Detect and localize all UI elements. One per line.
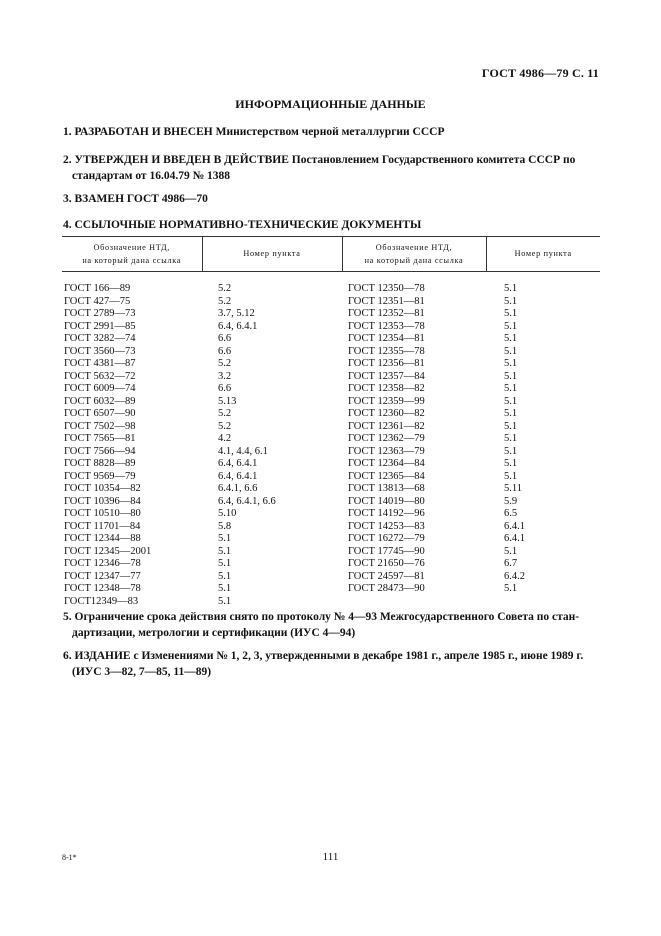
ntd-designation-right: ГОСТ 13813—68 (348, 483, 425, 494)
point-number-right: 6.4.2 (504, 570, 525, 582)
point-number-right: 5.1 (504, 345, 518, 357)
table-row (62, 346, 600, 359)
ntd-designation-left: ГОСТ 12346—78 (64, 558, 141, 569)
item-2-line-2: стандартам от 16.04.79 № 1388 (72, 170, 231, 182)
table-row (62, 583, 600, 596)
point-number-right: 6.4.1 (504, 533, 525, 544)
table-row (62, 571, 600, 584)
point-number-left: 5.1 (218, 533, 232, 544)
header-doc-designation-left (62, 237, 202, 272)
ntd-designation-left: ГОСТ 8828—89 (64, 458, 136, 469)
item-5-validity-limit (63, 609, 603, 641)
point-number-left: 4.2 (218, 433, 232, 444)
table-row (62, 396, 600, 409)
point-number-right: 5.1 (504, 445, 518, 457)
ntd-designation-left: ГОСТ 7566—94 (64, 445, 136, 457)
ntd-designation-left: ГОСТ 10510—80 (64, 508, 141, 519)
ntd-designation-right (342, 596, 486, 609)
table-body (62, 272, 600, 609)
point-number-right: 5.1 (504, 358, 518, 369)
point-number-right: 5.1 (504, 308, 518, 319)
ntd-designation-left: ГОСТ 6032—89 (64, 395, 136, 407)
point-number-left: 5.2 (218, 358, 232, 369)
table-row (62, 596, 600, 609)
point-number-right: 5.1 (504, 370, 518, 382)
item-1-developed-by: 1. РАЗРАБОТАН И ВНЕСЕН Министерством черной металлургии СССР (63, 126, 445, 138)
ntd-designation-left: ГОСТ 10354—82 (64, 483, 141, 494)
point-number-right (486, 596, 600, 609)
ntd-designation-left: ГОСТ 10396—84 (64, 495, 141, 507)
ntd-designation-left: ГОСТ 12347—77 (64, 570, 141, 582)
point-number-right: 5.1 (504, 383, 518, 394)
header-doc-designation-right (342, 237, 486, 272)
table-row (62, 558, 600, 571)
ntd-designation-right: ГОСТ 14192—96 (348, 508, 425, 519)
point-number-left: 3.2 (218, 370, 232, 382)
item-6-edition (63, 648, 603, 680)
ntd-designation-left: ГОСТ12349—83 (64, 595, 139, 607)
ntd-designation-right: ГОСТ 12360—82 (348, 408, 425, 419)
ntd-designation-left: ГОСТ 7502—98 (64, 420, 136, 432)
ntd-designation-left: ГОСТ 6009—74 (64, 383, 136, 394)
ntd-designation-right: ГОСТ 12355—78 (348, 345, 425, 357)
ntd-designation-right: ГОСТ 16272—79 (348, 533, 425, 544)
header-point-number-right: Номер пункта (486, 237, 600, 272)
point-number-left: 5.2 (218, 283, 232, 294)
item-2-line-1: 2. УТВЕРЖДЕН И ВВЕДЕН В ДЕЙСТВИЕ Постановлением Государственного комитета СССР по (63, 154, 576, 166)
ntd-designation-right: ГОСТ 12365—84 (348, 470, 425, 482)
point-number-left: 5.10 (218, 508, 237, 519)
point-number-right: 6.4.1 (504, 520, 525, 532)
point-number-right: 5.1 (504, 295, 518, 307)
table-row (62, 546, 600, 559)
ntd-designation-right: ГОСТ 12354—81 (348, 333, 425, 344)
point-number-left: 3.7, 5.12 (218, 308, 255, 319)
point-number-left: 5.2 (218, 420, 232, 432)
ntd-designation-left: ГОСТ 12344—88 (64, 533, 141, 544)
point-number-right: 5.1 (504, 333, 518, 344)
footer-print-mark: 8-1* (62, 853, 77, 862)
ntd-designation-left: ГОСТ 3282—74 (64, 333, 136, 344)
ntd-designation-right: ГОСТ 12350—78 (348, 283, 425, 294)
point-number-right: 5.1 (504, 320, 518, 332)
ntd-designation-right: ГОСТ 17745—90 (348, 545, 425, 557)
header-doc-line-1: Обозначение НТД, (93, 242, 171, 252)
ntd-designation-left: ГОСТ 11701—84 (64, 520, 141, 532)
ntd-designation-left: ГОСТ 3560—73 (64, 345, 136, 357)
ntd-designation-right: ГОСТ 12352—81 (348, 308, 425, 319)
ntd-designation-right: ГОСТ 14019—80 (348, 495, 425, 507)
point-number-left: 6.6 (218, 383, 232, 394)
page-number: 111 (322, 851, 339, 863)
table-row (62, 533, 600, 546)
point-number-left: 5.2 (218, 408, 232, 419)
item-6-line-1: 6. ИЗДАНИЕ с Изменениями № 1, 2, 3, утвержденными в декабре 1981 г., апреле 1985 г., июне 1989 г. (63, 650, 584, 662)
ntd-designation-right: ГОСТ 12356—81 (348, 358, 425, 369)
document-reference: ГОСТ 4986—79 С. 11 (481, 66, 599, 80)
item-3-replaces: 3. ВЗАМЕН ГОСТ 4986—70 (63, 193, 208, 205)
item-6-line-2: (ИУС 3—82, 7—85, 11—89) (72, 666, 212, 678)
table-row (62, 496, 600, 509)
point-number-left: 5.1 (218, 558, 232, 569)
ntd-designation-left: ГОСТ 12348—78 (64, 583, 141, 594)
point-number-left: 6.6 (218, 333, 232, 344)
item-5-line-2: дартизации, метрологии и сертификации (ИУС 4—94) (72, 627, 356, 639)
ntd-designation-right: ГОСТ 12362—79 (348, 433, 425, 444)
ntd-designation-left: ГОСТ 5632—72 (64, 370, 136, 382)
item-2-approved (63, 152, 603, 184)
ntd-designation-right: ГОСТ 12364—84 (348, 458, 425, 469)
point-number-right: 5.1 (504, 408, 518, 419)
table-row (62, 272, 600, 296)
ntd-designation-right: ГОСТ 12361—82 (348, 420, 425, 432)
ntd-designation-left: ГОСТ 427—75 (64, 295, 131, 307)
header-doc-line-2: на который дана ссылка (364, 255, 464, 265)
table-row (62, 421, 600, 434)
ntd-designation-right: ГОСТ 21650—76 (348, 558, 425, 569)
table-row (62, 358, 600, 371)
ntd-designation-left: ГОСТ 7565—81 (64, 433, 136, 444)
table-row (62, 383, 600, 396)
item-5-line-1: 5. Ограничение срока действия снято по протоколу № 4—93 Межгосударственного Совета по стан- (63, 611, 580, 623)
point-number-right: 6.7 (504, 558, 518, 569)
item-4-reference-documents: 4. ССЫЛОЧНЫЕ НОРМАТИВНО-ТЕХНИЧЕСКИЕ ДОКУМЕНТЫ (63, 219, 422, 231)
point-number-right: 5.1 (504, 420, 518, 432)
point-number-left: 5.2 (218, 295, 232, 307)
table-row (62, 483, 600, 496)
ntd-designation-left: ГОСТ 4381—87 (64, 358, 136, 369)
point-number-right: 5.1 (504, 545, 518, 557)
reference-documents-table (62, 236, 600, 608)
point-number-left: 5.1 (218, 595, 232, 607)
table-row (62, 296, 600, 309)
table-row (62, 433, 600, 446)
table-row (62, 521, 600, 534)
table-row (62, 458, 600, 471)
table-row (62, 333, 600, 346)
point-number-left: 6.4, 6.4.1 (218, 458, 258, 469)
point-number-right: 5.9 (504, 495, 518, 507)
point-number-left: 6.4.1, 6.6 (218, 483, 258, 494)
point-number-right: 5.1 (504, 583, 518, 594)
table-row (62, 508, 600, 521)
table-row (62, 321, 600, 334)
table-header-row (62, 237, 600, 272)
ntd-designation-right: ГОСТ 12357—84 (348, 370, 425, 382)
ntd-designation-right: ГОСТ 12351—81 (348, 295, 425, 307)
point-number-right: 5.11 (504, 483, 522, 494)
point-number-right: 5.1 (504, 283, 518, 294)
ntd-designation-left: ГОСТ 166—89 (64, 283, 131, 294)
point-number-left: 6.6 (218, 345, 232, 357)
table-row (62, 408, 600, 421)
point-number-left: 5.1 (218, 545, 232, 557)
table-row (62, 308, 600, 321)
ntd-designation-right: ГОСТ 12363—79 (348, 445, 425, 457)
point-number-left: 5.1 (218, 570, 232, 582)
ntd-designation-right: ГОСТ 12353—78 (348, 320, 425, 332)
ntd-designation-left: ГОСТ 12345—2001 (64, 545, 152, 557)
point-number-right: 5.1 (504, 395, 518, 407)
point-number-left: 5.1 (218, 583, 232, 594)
ntd-designation-right: ГОСТ 12359—99 (348, 395, 425, 407)
ntd-designation-left: ГОСТ 6507—90 (64, 408, 136, 419)
point-number-left: 6.4, 6.4.1 (218, 320, 258, 332)
table-row (62, 446, 600, 459)
ntd-designation-left: ГОСТ 2789—73 (64, 308, 136, 319)
header-doc-line-1: Обозначение НТД, (375, 242, 453, 252)
ntd-designation-right: ГОСТ 14253—83 (348, 520, 425, 532)
point-number-right: 5.1 (504, 433, 518, 444)
point-number-right: 5.1 (504, 470, 518, 482)
ntd-designation-right: ГОСТ 24597—81 (348, 570, 425, 582)
page-title: ИНФОРМАЦИОННЫЕ ДАННЫЕ (235, 97, 426, 111)
ntd-designation-right: ГОСТ 12358—82 (348, 383, 425, 394)
point-number-left: 4.1, 4.4, 6.1 (218, 445, 268, 457)
point-number-right: 5.1 (504, 458, 518, 469)
ntd-designation-left: ГОСТ 9569—79 (64, 470, 136, 482)
ntd-designation-right: ГОСТ 28473—90 (348, 583, 425, 594)
point-number-left: 5.13 (218, 395, 237, 407)
point-number-right: 6.5 (504, 508, 518, 519)
header-point-number-left: Номер пункта (202, 237, 342, 272)
ntd-designation-left: ГОСТ 2991—85 (64, 320, 136, 332)
table-row (62, 471, 600, 484)
point-number-left: 6.4, 6.4.1, 6.6 (218, 495, 276, 507)
header-doc-line-2: на который дана ссылка (82, 255, 182, 265)
point-number-left: 6.4, 6.4.1 (218, 470, 258, 482)
table-row (62, 371, 600, 384)
point-number-left: 5.8 (218, 520, 232, 532)
